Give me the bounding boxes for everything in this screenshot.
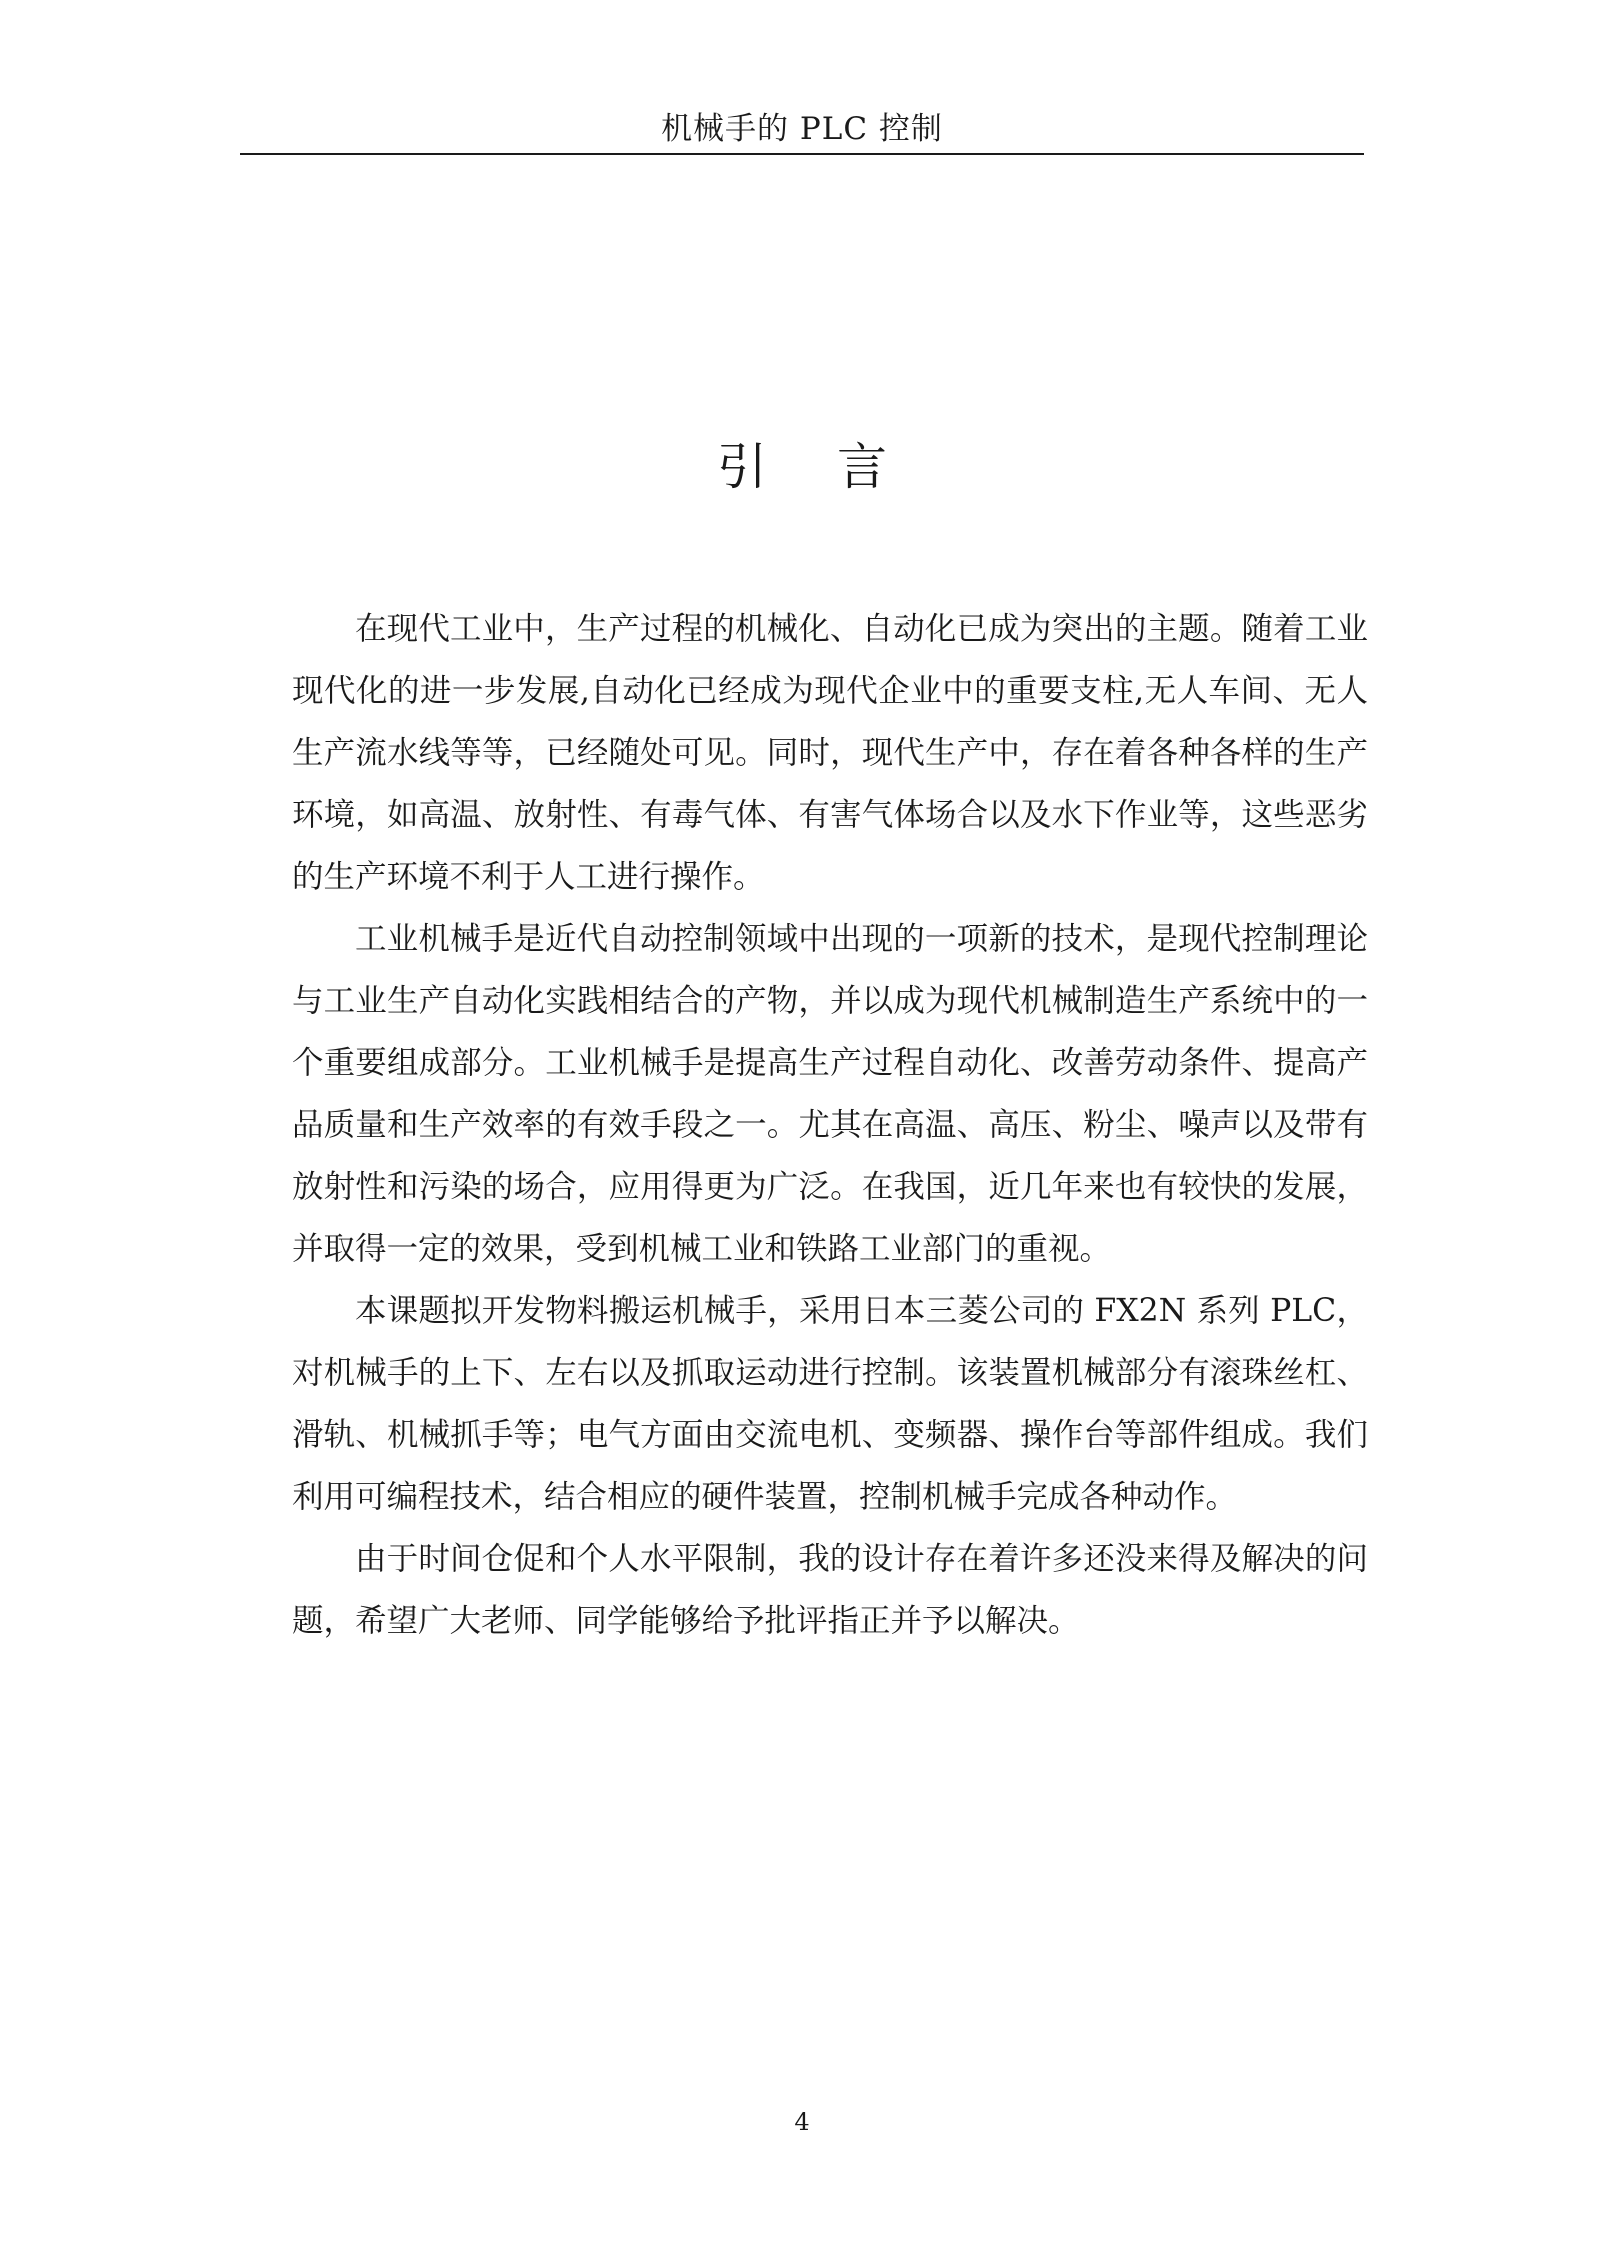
paragraph-4: 由于时间仓促和个人水平限制，我的设计存在着许多还没来得及解决的问题，希望广大老师、同学能够给予批评指正并予以解决。 [292,1541,1368,1639]
paragraph-3: 本课题拟开发物料搬运机械手，采用日本三菱公司的 FX2N 系列 PLC，对机械手的上下、左右以及抓取运动进行控制。该装置机械部分有滚珠丝杠、滑轨、机械抓手等；电气方面由交流电机、变频器、操作台等部件组成。我们利用可编程技术，结合相应的硬件装置，控制机械手完成各种动作。 [292,1293,1368,1515]
paragraph-1: 在现代工业中，生产过程的机械化、自动化已成为突出的主题。随着工业现代化的进一步发展,自动化已经成为现代企业中的重要支柱,无人车间、无人生产流水线等等，已经随处可见。同时，现代生产中，存在着各种各样的生产环境，如高温、放射性、有毒气体、有害气体场合以及水下作业等，这些恶劣的生产环境不利于人工进行操作。 [292,611,1368,895]
paragraph-2: 工业机械手是近代自动控制领域中出现的一项新的技术，是现代控制理论与工业生产自动化实践相结合的产物，并以成为现代机械制造生产系统中的一个重要组成部分。工业机械手是提高生产过程自动化、改善劳动条件、提高产品质量和生产效率的有效手段之一。尤其在高温、高压、粉尘、噪声以及带有放射性和污染的场合，应用得更为广泛。在我国，近几年来也有较快的发展，并取得一定的效果，受到机械工业和铁路工业部门的重视。 [292,921,1368,1267]
page-number: 4 [794,2108,810,2136]
chapter-title: 引言 [717,438,957,496]
running-header: 机械手的 PLC 控制 [661,111,943,147]
body-text [292,598,1368,1652]
header-rule [240,153,1364,155]
